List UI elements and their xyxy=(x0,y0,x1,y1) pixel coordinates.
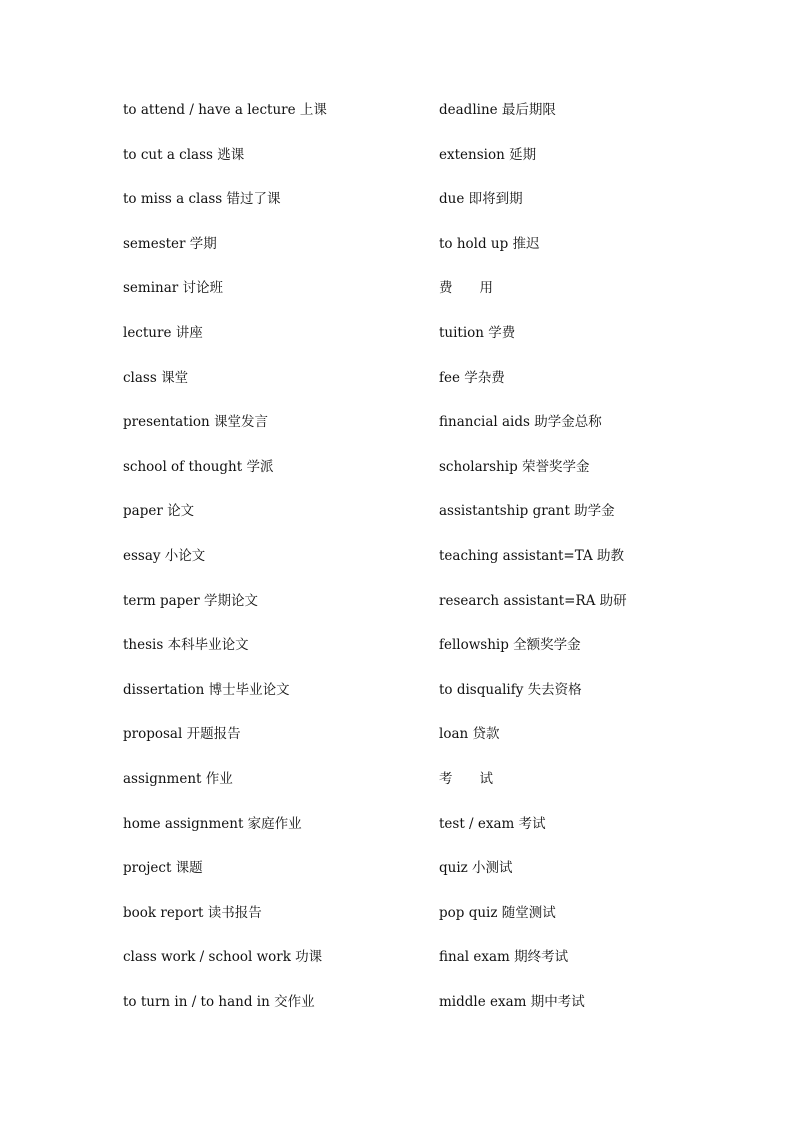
vocab-entry: to hold up 推迟 xyxy=(439,235,540,252)
section-heading-fees: 费 用 xyxy=(439,280,493,297)
vocab-entry: to cut a class 逃课 xyxy=(123,146,245,163)
section-heading-exams: 考 试 xyxy=(439,770,493,787)
vocab-entry: deadline 最后期限 xyxy=(439,102,556,118)
vocab-entry: quiz 小测试 xyxy=(439,860,513,877)
vocab-entry: final exam 期终考试 xyxy=(439,949,569,966)
vocab-entry: assistantship grant 助学金 xyxy=(439,503,615,520)
vocab-entry: research assistant=RA 助研 xyxy=(439,592,627,609)
vocab-entry: paper 论文 xyxy=(123,503,195,520)
vocab-entry: test / exam 考试 xyxy=(439,815,546,832)
left-vocabulary-column xyxy=(123,98,443,1034)
vocab-entry: scholarship 荣誉奖学金 xyxy=(439,458,590,475)
vocab-entry: book report 读书报告 xyxy=(123,904,262,921)
vocab-entry: proposal 开题报告 xyxy=(123,726,241,743)
vocab-entry: seminar 讨论班 xyxy=(123,280,224,297)
vocab-entry: class work / school work 功课 xyxy=(123,949,323,966)
vocab-entry: class 课堂 xyxy=(123,369,189,386)
vocab-entry: presentation 课堂发言 xyxy=(123,414,269,431)
vocab-entry: loan 贷款 xyxy=(439,726,500,743)
vocab-entry: middle exam 期中考试 xyxy=(439,993,585,1010)
vocab-entry: financial aids 助学金总称 xyxy=(439,414,602,431)
vocab-entry: dissertation 博士毕业论文 xyxy=(123,681,290,698)
vocab-entry: tuition 学费 xyxy=(439,324,516,341)
vocab-entry: fellowship 全额奖学金 xyxy=(439,637,581,654)
vocab-entry: pop quiz 随堂测试 xyxy=(439,904,556,921)
vocab-entry: teaching assistant=TA 助教 xyxy=(439,547,625,564)
vocab-entry: fee 学杂费 xyxy=(439,369,505,386)
vocab-entry: semester 学期 xyxy=(123,235,217,252)
vocab-entry: to disqualify 失去资格 xyxy=(439,681,582,698)
vocab-entry: to turn in / to hand in 交作业 xyxy=(123,993,315,1010)
vocab-entry: home assignment 家庭作业 xyxy=(123,815,302,832)
right-vocabulary-column xyxy=(439,98,759,1034)
vocab-entry: to miss a class 错过了课 xyxy=(123,191,281,208)
vocab-entry: thesis 本科毕业论文 xyxy=(123,637,249,654)
vocab-entry: essay 小论文 xyxy=(123,547,206,564)
vocab-entry: project 课题 xyxy=(123,860,203,877)
vocab-entry: assignment 作业 xyxy=(123,770,233,787)
vocab-entry: lecture 讲座 xyxy=(123,324,203,341)
vocab-entry: school of thought 学派 xyxy=(123,458,274,475)
vocab-entry: to attend / have a lecture 上课 xyxy=(123,102,327,118)
vocab-entry: term paper 学期论文 xyxy=(123,592,259,609)
vocab-entry: due 即将到期 xyxy=(439,191,523,208)
vocab-entry: extension 延期 xyxy=(439,146,537,163)
